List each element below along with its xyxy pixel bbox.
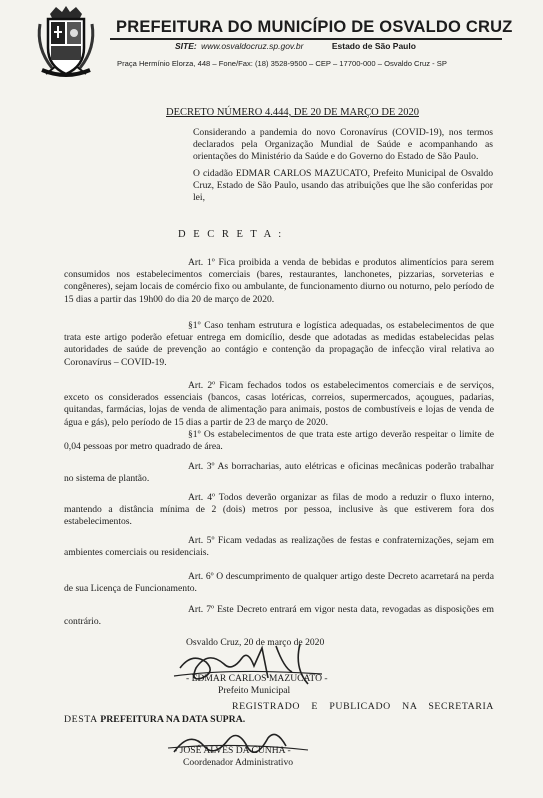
coordinator-role: Coordenador Administrativo (183, 757, 294, 768)
site-label: SITE: (175, 41, 197, 51)
header-divider (110, 38, 502, 40)
article-2-paragraph-1: §1º Os estabelecimentos de que trata este artigo deverão respeitar o limite de 0,04 pessoas por metro quadrado de área. (64, 429, 494, 453)
preamble-considering: Considerando a pandemia do novo Coronavírus (COVID-19), nos termos declarados pela Organização Mundial de Saúde e acompanhando as orientações do Ministério da Saúde e do Governo do Estado de São Paulo. (193, 127, 493, 163)
header-state: Estado de São Paulo (331, 41, 416, 51)
mayor-role: Prefeito Municipal (218, 685, 291, 696)
mayor-name: - EDMAR CARLOS MAZUCATO - (186, 673, 328, 684)
coat-of-arms-logo (34, 4, 98, 78)
article-3: Art. 3º As borracharias, auto elétricas e oficinas mecânicas poderão trabalhar no sistema de plantão. (64, 461, 494, 485)
article-1-paragraph-1: §1º Caso tenham estrutura e logística adequadas, os estabelecimentos de que trata este artigo poderão efetuar entrega em domicílio, desde que adotadas as medidas estabelecidas pelas autoridades de saúde de prevenção ao contágio e contenção da propagação de infecção viral relativa ao Coronavírus – COVID-19. (64, 320, 494, 368)
header-address: Praça Hermínio Elorza, 448 – Fone/Fax: (18) 3528-9500 – CEP – 17700-000 – Osvaldo Cruz - SP (117, 59, 447, 68)
site-url: www.osvaldocruz.sp.gov.br (201, 41, 304, 51)
article-2: Art. 2º Ficam fechados todos os estabelecimentos comerciais e de serviços, exceto os considerados essenciais (bancos, casas lotéricas, correios, supermercados, açougues, padarias, quitandas, farmácias, lojas de venda de alimentação para animais, postos de combustíveis e lojas de venda de água e gás), pelo período de 15 dias a partir de 23 de março de 2020. (64, 380, 494, 428)
article-1: Art. 1º Fica proibida a venda de bebidas e produtos alimentícios para serem consumidos nos estabelecimentos comerciais (bares, restaurantes, lanchonetes, pizzarias, sorveterias e congêneres), sejam locais de comércio fixo ou ambulante, de funcionamento diurno ou noturno, pelo período de 15 dias a partir das 19h00 do dia 20 de março de 2020. (64, 257, 494, 305)
article-6: Art. 6º O descumprimento de qualquer artigo deste Decreto acarretará na perda de sua Licença de Funcionamento. (64, 571, 494, 595)
registration-lead: REGISTRADO E PUBLICADO NA SECRETARIA DESTA (64, 701, 494, 725)
registration-notice (64, 700, 494, 726)
header-site-line (175, 41, 416, 51)
article-5: Art. 5º Ficam vedadas as realizações de festas e confraternizações, sejam em ambientes comerciais ou residenciais. (64, 535, 494, 559)
place-and-date: Osvaldo Cruz, 20 de março de 2020 (186, 637, 325, 648)
municipality-header-title: PREFEITURA DO MUNICÍPIO DE OSVALDO CRUZ (116, 18, 513, 36)
decreta-heading: D E C R E T A : (178, 229, 284, 240)
decree-title: DECRETO NÚMERO 4.444, DE 20 DE MARÇO DE 2020 (166, 107, 419, 118)
article-7: Art. 7º Este Decreto entrará em vigor nesta data, revogadas as disposições em contrário. (64, 604, 494, 628)
registration-tail: PREFEITURA NA DATA SUPRA. (100, 714, 246, 725)
coordinator-name: - JOSÉ ALVES DA CUNHA - (174, 745, 291, 756)
article-4: Art. 4º Todos deverão organizar as filas de modo a reduzir o fluxo interno, mantendo a distância mínima de 2 (dois) metros por pessoa, inclusive às que estiverem fora dos estabelecimentos. (64, 492, 494, 528)
preamble-mayor: O cidadão EDMAR CARLOS MAZUCATO, Prefeito Municipal de Osvaldo Cruz, Estado de São Paulo, usando das atribuições que lhe são conferidas por lei, (193, 168, 493, 204)
